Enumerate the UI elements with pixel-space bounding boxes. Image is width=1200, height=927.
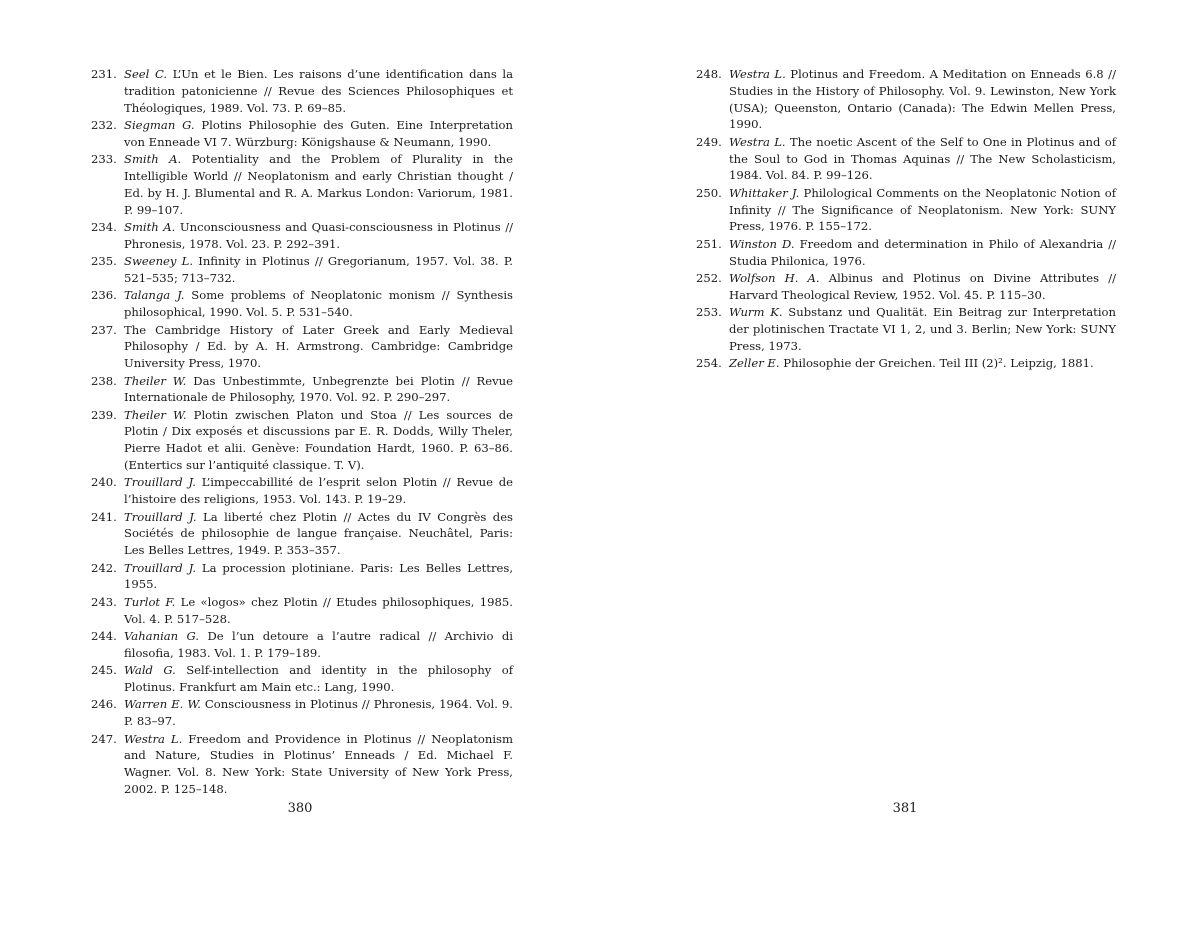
entry-author: Westra L. [124, 731, 183, 746]
page-number: 381 [892, 801, 918, 816]
entry-text: Philosophie der Greichen. Teil III (2)². Leipzig, 1881. [779, 356, 1094, 371]
entry-text: Plotin zwischen Platon und Stoa // Les sources de Plotin / Dix exposés et discussions par E. R. Dodds, Willy Theler, Pierre Hadot et alii. Genève: Foundation Hardt, 1960. P. 63–86. (Entertics sur l’antiquité classique. T. V). [124, 407, 513, 473]
entry-author: Seel C. [124, 67, 168, 81]
bibliography-entry [91, 151, 513, 218]
bibliography-entry [91, 219, 513, 253]
entry-author: Trouillard J. [124, 509, 197, 524]
entry-number: 250. [696, 185, 722, 200]
bibliography-entry [91, 407, 513, 474]
entry-text: Substanz und Qualität. Ein Beitrag zur Interpretation der plotinischen Tractate VI 1, 2, und 3. Berlin; New York: SUNY Press, 1973. [729, 305, 1116, 353]
entry-number: 249. [696, 134, 722, 149]
entry-text: Potentiality and the Problem of Plurality in the Intelligible World // Neoplatonism and early Christian thought / Ed. by H. J. Blumental and R. A. Markus London: Variorum, 1981. P. 99–107. [124, 152, 513, 217]
entry-author: Wolfson H. A. [729, 270, 820, 285]
entry-text: La liberté chez Plotin // Actes du IV Congrès des Sociétés de philosophie de langue française. Neuchâtel, Paris: Les Belles Lettres, 1949. P. 353–357. [124, 509, 513, 558]
entry-number: 237. [91, 322, 117, 337]
entry-text: La procession plotiniane. Paris: Les Belles Lettres, 1955. [124, 560, 513, 592]
entry-author: Trouillard J. [124, 475, 196, 490]
entry-author: Trouillard J. [124, 560, 197, 575]
entry-number: 248. [696, 67, 722, 81]
entry-text: Freedom and Providence in Plotinus // Neoplatonism and Nature, Studies in Plotinus’ Enneads / Ed. Michael F. Wagner. Vol. 8. New York: State University of New York Press, 2002. P. 125–148. [124, 731, 513, 796]
bibliography-entry [91, 662, 513, 696]
bibliography-entry [91, 322, 513, 372]
bibliography-entry [91, 731, 513, 798]
entry-text: Das Unbestimmte, Unbegrenzte bei Plotin // Revue Internationale de Philosophy, 1970. Vol. 92. P. 290–297. [124, 373, 513, 405]
entry-text: Albinus and Plotinus on Divine Attributes // Harvard Theological Review, 1952. Vol. 45. P. 115–30. [729, 270, 1117, 302]
entry-number: 235. [91, 254, 117, 269]
entry-text: De l’un detoure a l’autre radical // Archivio di filosofia, 1983. Vol. 1. P. 179–189. [124, 629, 513, 660]
entry-number: 234. [91, 219, 117, 234]
entry-author: Siegman G. [124, 117, 195, 132]
entry-author: Westra L. [729, 134, 786, 149]
entry-text: Philological Comments on the Neoplatonic Notion of Infinity // The Significance of Neoplatonism. New York: SUNY Press, 1976. P. 155–172. [729, 185, 1116, 234]
bibliography-entry [91, 594, 513, 628]
entry-text: L’Un et le Bien. Les raisons d’une identification dans la tradition patonicienne // Revue des Sciences Philosophiques et Théologiques, 1989. Vol. 73. P. 69–85. [124, 67, 514, 115]
bibliography-entry [91, 696, 513, 730]
page-number: 380 [287, 801, 313, 816]
entry-text: Infinity in Plotinus // Gregorianum, 1957. Vol. 38. P. 521–535; 713–732. [124, 254, 513, 285]
bibliography-list [91, 66, 513, 798]
bibliography-entry [91, 373, 513, 407]
entry-number: 246. [91, 697, 117, 712]
entry-author: Wurm K. [729, 305, 783, 320]
entry-author: Warren E. W. [124, 697, 201, 712]
entry-number: 247. [91, 731, 117, 746]
entry-author: Whittaker J. [729, 185, 800, 200]
bibliography-entry [91, 66, 513, 116]
entry-text: Freedom and determination in Philo of Alexandria // Studia Philonica, 1976. [729, 236, 1117, 268]
entry-text: The Cambridge History of Later Greek and Early Medieval Philosophy / Ed. by A. H. Armstrong. Cambridge: Cambridge University Press, 1970. [124, 322, 513, 371]
bibliography-entry [91, 253, 513, 287]
entry-number: 245. [91, 663, 117, 678]
bibliography-entry [696, 236, 1116, 270]
entry-number: 251. [696, 236, 722, 251]
bibliography-entry [91, 474, 513, 508]
entry-number: 252. [696, 270, 722, 285]
entry-number: 236. [91, 288, 117, 303]
entry-author: Smith A. [124, 152, 182, 167]
entry-author: Sweeney L. [124, 254, 194, 269]
entry-number: 232. [91, 117, 117, 132]
bibliography-entry [91, 628, 513, 662]
bibliography-entry [696, 304, 1116, 354]
entry-number: 231. [91, 67, 117, 81]
entry-number: 239. [91, 407, 117, 422]
entry-text: Le «logos» chez Plotin // Etudes philosophiques, 1985. Vol. 4. P. 517–528. [124, 594, 513, 626]
entry-text: The noetic Ascent of the Self to One in Plotinus and of the Soul to God in Thomas Aquinas // The New Scholasticism, 1984. Vol. 84. P. 99–126. [729, 134, 1116, 183]
entry-author: Winston D. [729, 236, 795, 251]
entry-number: 241. [91, 509, 117, 524]
entry-text: Plotins Philosophie des Guten. Eine Interpretation von Enneade VI 7. Würzburg: Königshause & Neumann, 1990. [124, 117, 513, 149]
entry-number: 243. [91, 594, 117, 609]
entry-author: Westra L. [729, 67, 786, 81]
entry-number: 233. [91, 152, 117, 167]
bibliography-entry [91, 287, 513, 321]
entry-number: 238. [91, 373, 117, 388]
entry-number: 244. [91, 629, 117, 644]
entry-number: 253. [696, 305, 722, 320]
bibliography-list [696, 66, 1116, 373]
entry-number: 242. [91, 560, 117, 575]
entry-text: Unconsciousness and Quasi-consciousness in Plotinus // Phronesis, 1978. Vol. 23. P. 292–391. [124, 219, 514, 251]
entry-text: Self-intellection and identity in the philosophy of Plotinus. Frankfurt am Main etc.: Lang, 1990. [124, 663, 513, 694]
entry-text: Some problems of Neoplatonic monism // Synthesis philosophical, 1990. Vol. 5. P. 531–540. [124, 288, 513, 320]
bibliography-entry [696, 185, 1116, 235]
entry-number: 254. [696, 356, 722, 371]
entry-text: Plotinus and Freedom. A Meditation on Enneads 6.8 // Studies in the History of Philosophy. Vol. 9. Lewinston, New York (USA); Queenston, Ontario (Canada): The Edwin Mellen Press, 1990. [729, 67, 1116, 132]
entry-author: Talanga J. [124, 288, 185, 303]
bibliography-entry [696, 270, 1116, 304]
entry-text: Consciousness in Plotinus // Phronesis, 1964. Vol. 9. P. 83–97. [124, 697, 513, 729]
entry-author: Theiler W. [124, 407, 187, 422]
bibliography-entry [91, 560, 513, 594]
bibliography-entry [91, 509, 513, 559]
entry-author: Zeller E. [729, 356, 780, 371]
bibliography-entry [91, 117, 513, 151]
entry-author: Theiler W. [124, 373, 187, 388]
right-page [600, 0, 1200, 927]
entry-author: Vahanian G. [124, 629, 200, 644]
bibliography-entry [696, 134, 1116, 184]
entry-author: Turlot F. [124, 594, 176, 609]
bibliography-entry [696, 66, 1116, 133]
entry-author: Smith A. [124, 219, 176, 234]
entry-text: L’impeccabillité de l’esprit selon Plotin // Revue de l’histoire des religions, 1953. Vol. 143. P. 19–29. [124, 475, 513, 507]
entry-number: 240. [91, 475, 117, 490]
bibliography-entry [696, 355, 1116, 372]
entry-author: Wald G. [124, 663, 176, 678]
